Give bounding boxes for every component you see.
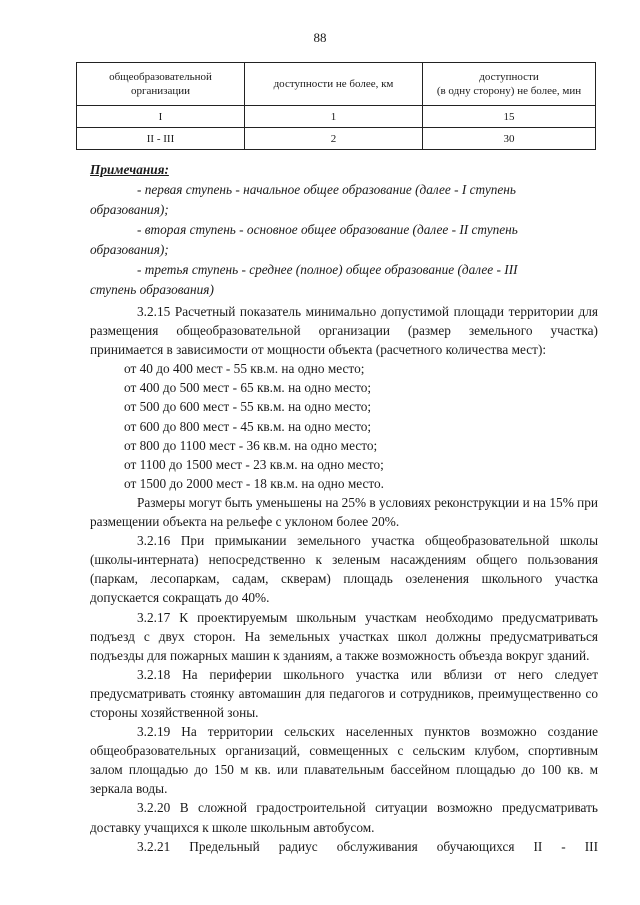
table-cell: II - III — [77, 128, 245, 150]
table-header-row — [77, 63, 596, 106]
page-number: 88 — [313, 30, 327, 45]
area-list-item: от 400 до 500 мест - 65 кв.м. на одно место; — [124, 380, 372, 396]
area-list-item: от 800 до 1100 мест - 36 кв.м. на одно место; — [124, 437, 378, 453]
paragraph-3-2-16: 3.2.16 При примыкании земельного участка общеобразовательной школы (школы-интерната) непосредственно к зеленым насаждениям общего пользования (паркам, лесопаркам, садам, скверам) площадь озеленения школьного участка допускается сокращать до 40%. — [90, 533, 598, 606]
table-cell: I — [77, 106, 245, 128]
document-body — [90, 302, 598, 856]
area-list-item: от 500 до 600 мест - 55 кв.м. на одно место; — [124, 399, 372, 415]
table-row — [77, 106, 596, 128]
header-line: организации — [130, 85, 191, 97]
table-cell: 1 — [245, 106, 423, 128]
notes-section — [90, 160, 598, 300]
paragraph-3-2-20: 3.2.20 В сложной градостроительной ситуации возможно предусматривать доставку учащихся к школе школьным автобусом. — [90, 800, 598, 835]
note-line: ступень образования) — [90, 282, 214, 297]
paragraph-3-2-18: 3.2.18 На периферии школьного участка или вблизи от него следует предусматривать стоянку автомашин для педагогов и сотрудников, преимущественно со стороны хозяйственной зоны. — [90, 666, 598, 720]
paragraph-sizes: Размеры могут быть уменьшены на 25% в условиях реконструкции и на 15% при размещении объекта на рельефе с уклоном более 20%. — [90, 494, 598, 530]
table-cell: 15 — [423, 106, 596, 128]
table-header-cell — [245, 63, 423, 106]
accessibility-table — [76, 62, 596, 150]
note-line: - третья ступень - среднее (полное) общее образование (далее - III — [137, 262, 518, 277]
note-line: образования); — [90, 202, 169, 217]
note-line: - вторая ступень - основное общее образование (далее - II ступень — [137, 222, 518, 237]
notes-title: Примечания: — [90, 162, 169, 177]
note-line: - первая ступень - начальное общее образование (далее - I ступень — [137, 182, 516, 197]
area-list-item: от 40 до 400 мест - 55 кв.м. на одно место; — [124, 361, 365, 377]
table-header-cell — [423, 63, 596, 106]
table-cell: 2 — [245, 128, 423, 150]
header-line: общеобразовательной — [109, 71, 212, 83]
area-list-item: от 1500 до 2000 мест - 18 кв.м. на одно место. — [124, 475, 384, 491]
paragraph-3-2-17: 3.2.17 К проектируемым школьным участкам необходимо предусматривать подъезд с двух сторон. На земельных участках школ должны предусматриваться подъезды для пожарных машин к зданиям, а также возможность объезда вокруг зданий. — [90, 609, 598, 663]
header-line: доступности — [479, 71, 539, 83]
header-line: (в одну сторону) не более, мин — [436, 85, 582, 97]
area-list-item: от 600 до 800 мест - 45 кв.м. на одно место; — [124, 418, 372, 434]
paragraph-3-2-15: 3.2.15 Расчетный показатель минимально допустимой площади территории для размещения общеобразовательной организации (размер земельного участка) принимается в зависимости от мощности объекта (расчетного количества мест): — [90, 304, 598, 358]
table-row — [77, 128, 596, 150]
header-line: доступности не более, км — [273, 78, 394, 90]
paragraph-3-2-19: 3.2.19 На территории сельских населенных пунктов возможно создание общеобразовательных организаций, совмещенных с сельским клубом, спортивным залом площадью до 150 м кв. или плавательным бассейном площадью до 100 кв. м зеркала воды. — [90, 724, 598, 797]
table-cell: 30 — [423, 128, 596, 150]
table-header-cell — [77, 63, 245, 106]
note-line: образования); — [90, 242, 169, 257]
paragraph-3-2-21: 3.2.21 Предельный радиус обслуживания обучающихся II - III — [137, 838, 598, 854]
area-list-item: от 1100 до 1500 мест - 23 кв.м. на одно место; — [124, 456, 384, 472]
